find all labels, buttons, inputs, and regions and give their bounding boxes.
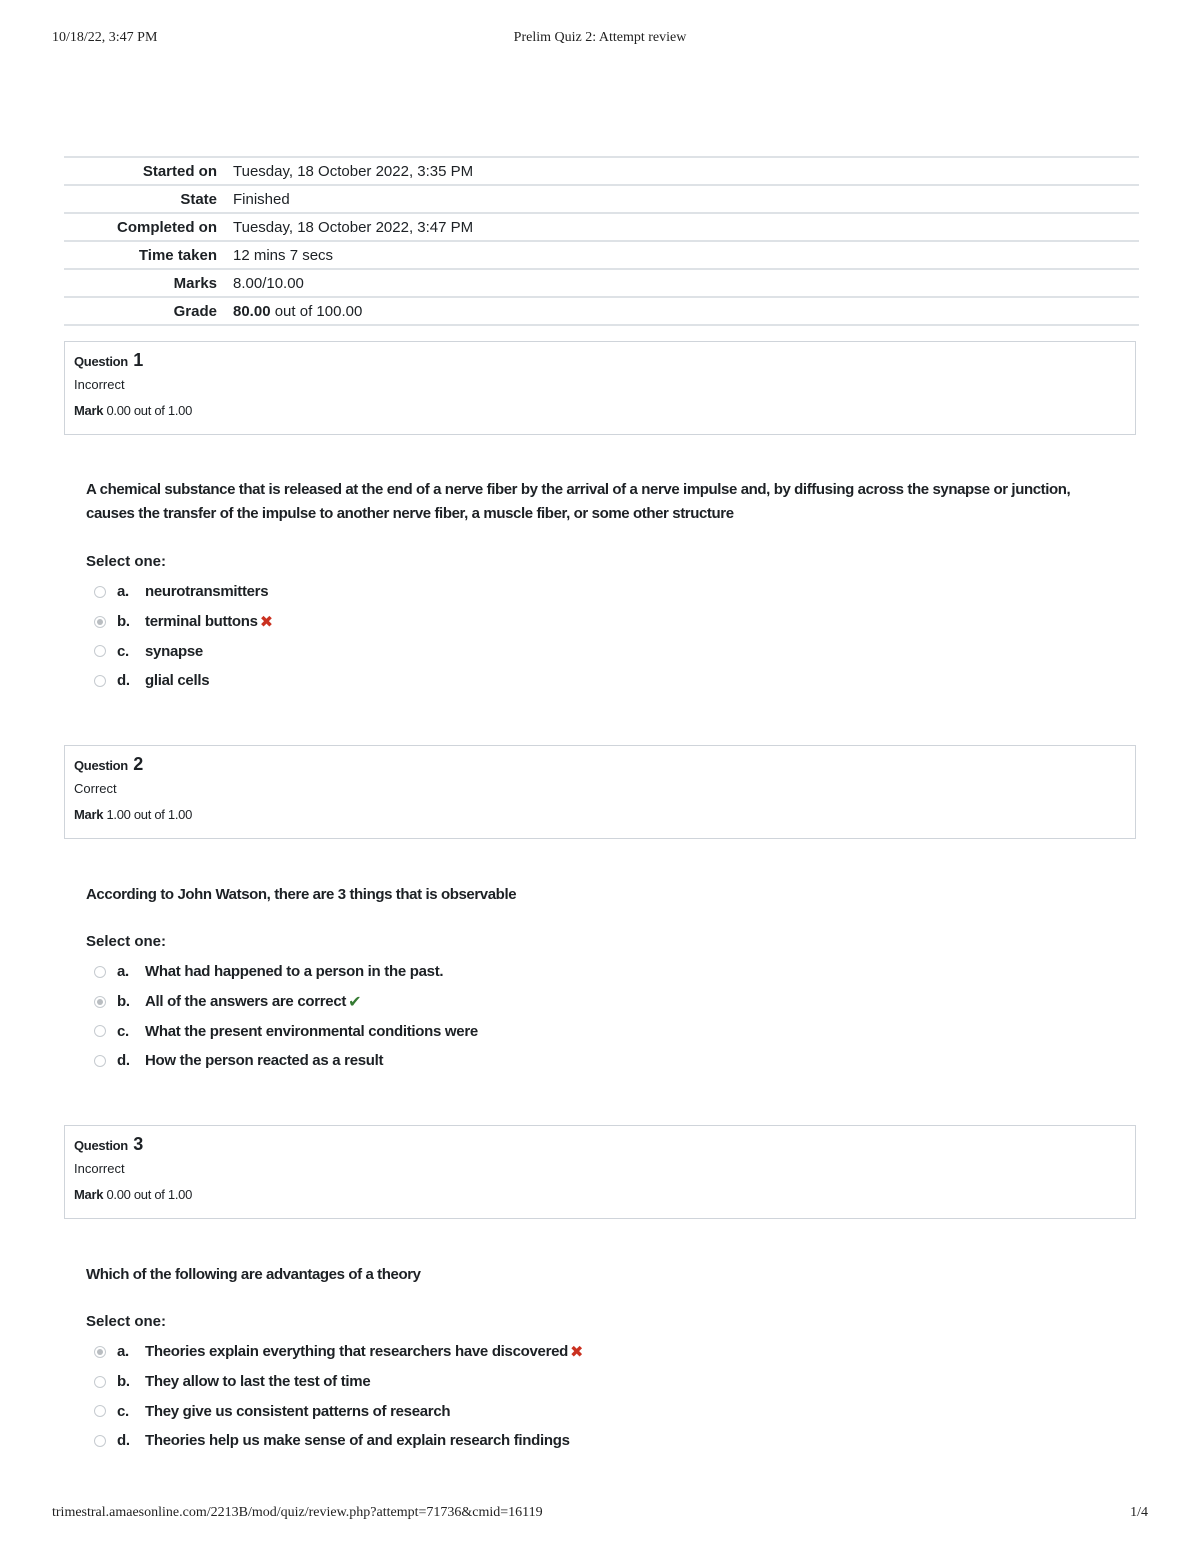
answer-text: What the present environmental conditions were — [145, 1022, 478, 1040]
select-one-prompt: Select one: — [86, 553, 167, 570]
summary-row-completed — [64, 213, 1139, 241]
check-icon: ✔ — [348, 993, 362, 1011]
grade-score: 80.00 — [233, 302, 271, 320]
summary-label: Grade — [173, 302, 217, 320]
answer-text: What had happened to a person in the past. — [145, 963, 444, 981]
answer-text: How the person reacted as a result — [145, 1052, 384, 1070]
answer-list-2 — [94, 957, 994, 1076]
mark-value: 0.00 out of 1.00 — [106, 1187, 193, 1202]
answer-option[interactable] — [94, 577, 994, 607]
answer-option-selected[interactable] — [94, 607, 994, 637]
summary-value: Finished — [233, 190, 290, 208]
question-info-1 — [64, 341, 1136, 435]
answer-letter: a. — [117, 1343, 129, 1361]
radio-button[interactable] — [94, 1376, 106, 1388]
radio-button-checked[interactable] — [94, 996, 106, 1008]
question-number — [74, 350, 1126, 372]
summary-row-grade — [64, 297, 1139, 325]
radio-button-checked[interactable] — [94, 616, 106, 628]
mark-label: Mark — [74, 403, 104, 418]
radio-button[interactable] — [94, 586, 106, 598]
print-footer — [52, 1505, 1148, 1525]
answer-letter: b. — [117, 1373, 130, 1391]
summary-label: Time taken — [138, 246, 217, 264]
times-icon: ✖ — [570, 1343, 584, 1361]
summary-row-marks — [64, 269, 1139, 297]
answer-text: They allow to last the test of time — [145, 1373, 371, 1391]
print-title: Prelim Quiz 2: Attempt review — [513, 30, 687, 45]
mark-label: Mark — [74, 807, 104, 822]
answer-text: They give us consistent patterns of research — [145, 1402, 451, 1420]
radio-button[interactable] — [94, 1435, 106, 1447]
answer-option[interactable] — [94, 957, 994, 987]
answer-letter: a. — [117, 583, 129, 601]
question-state: Correct — [74, 781, 117, 796]
summary-label: Completed on — [117, 218, 217, 236]
summary-row-started — [64, 157, 1139, 185]
answer-option[interactable] — [94, 1367, 994, 1397]
select-one-prompt: Select one: — [86, 933, 167, 950]
summary-value: Tuesday, 18 October 2022, 3:47 PM — [233, 218, 474, 236]
summary-label: Marks — [173, 274, 217, 292]
answer-option-selected[interactable] — [94, 987, 994, 1017]
question-info-2 — [64, 745, 1136, 839]
question-text-3: Which of the following are advantages of a theory — [86, 1266, 421, 1283]
answer-letter: b. — [117, 993, 130, 1011]
radio-button[interactable] — [94, 1405, 106, 1417]
answer-letter: d. — [117, 672, 130, 690]
answer-letter: c. — [117, 1402, 129, 1420]
summary-value — [225, 297, 1139, 325]
answer-option[interactable] — [94, 666, 994, 696]
answer-letter: c. — [117, 642, 129, 660]
question-mark — [74, 398, 1126, 424]
question-number-value: 2 — [133, 754, 143, 774]
summary-row-time-taken — [64, 241, 1139, 269]
answer-text: Theories explain everything that researchers have discovered — [145, 1343, 569, 1361]
summary-value: 12 mins 7 secs — [233, 246, 334, 264]
page-number: 1/4 — [1130, 1505, 1148, 1520]
mark-value: 1.00 out of 1.00 — [106, 807, 193, 822]
radio-button[interactable] — [94, 675, 106, 687]
question-label: Question — [74, 354, 128, 369]
answer-option[interactable] — [94, 1046, 994, 1076]
summary-value: 8.00/10.00 — [233, 274, 304, 292]
question-mark — [74, 802, 1126, 828]
question-label: Question — [74, 758, 128, 773]
answer-text: terminal buttons — [145, 613, 258, 631]
question-number-value: 1 — [133, 350, 143, 370]
question-state: Incorrect — [74, 377, 125, 392]
answer-text: Theories help us make sense of and explain research findings — [145, 1432, 570, 1450]
answer-letter: b. — [117, 613, 130, 631]
radio-button-checked[interactable] — [94, 1346, 106, 1358]
answer-option[interactable] — [94, 1016, 994, 1046]
radio-button[interactable] — [94, 966, 106, 978]
answer-text: synapse — [145, 642, 203, 660]
question-state: Incorrect — [74, 1161, 125, 1176]
attempt-summary-table — [64, 156, 1139, 326]
answer-list-1 — [94, 577, 994, 696]
answer-letter: d. — [117, 1052, 130, 1070]
mark-label: Mark — [74, 1187, 104, 1202]
radio-button[interactable] — [94, 1025, 106, 1037]
grade-suffix: out of 100.00 — [274, 302, 363, 320]
question-label: Question — [74, 1138, 128, 1153]
answer-option[interactable] — [94, 636, 994, 666]
summary-row-state — [64, 185, 1139, 213]
summary-value: Tuesday, 18 October 2022, 3:35 PM — [233, 162, 474, 180]
question-text-1: A chemical substance that is released at the end of a nerve fiber by the arrival of a nerve impulse and, by diffusing across the synapse or junction, causes the transfer of the impulse to another nerve fiber, a muscle fiber, or some other structure — [86, 481, 1071, 522]
question-mark — [74, 1182, 1126, 1208]
print-datetime: 10/18/22, 3:47 PM — [52, 30, 158, 45]
answer-letter: a. — [117, 963, 129, 981]
radio-button[interactable] — [94, 645, 106, 657]
question-number-value: 3 — [133, 1134, 143, 1154]
answer-option-selected[interactable] — [94, 1337, 994, 1367]
answer-text: glial cells — [145, 672, 210, 690]
question-info-3 — [64, 1125, 1136, 1219]
question-number — [74, 754, 1126, 776]
answer-text: neurotransmitters — [145, 583, 269, 601]
answer-letter: c. — [117, 1022, 129, 1040]
answer-option[interactable] — [94, 1426, 994, 1456]
mark-value: 0.00 out of 1.00 — [106, 403, 193, 418]
select-one-prompt: Select one: — [86, 1313, 167, 1330]
summary-label: Started on — [142, 162, 217, 180]
question-number — [74, 1134, 1126, 1156]
answer-list-3 — [94, 1337, 994, 1456]
radio-button[interactable] — [94, 1055, 106, 1067]
print-url: trimestral.amaesonline.com/2213B/mod/quiz/review.php?attempt=71736&cmid=16119 — [52, 1505, 543, 1520]
answer-letter: d. — [117, 1432, 130, 1450]
summary-label: State — [180, 190, 217, 208]
print-header — [52, 30, 1148, 50]
answer-text: All of the answers are correct — [145, 993, 347, 1011]
question-text-2: According to John Watson, there are 3 things that is observable — [86, 886, 517, 903]
times-icon: ✖ — [259, 613, 273, 631]
answer-option[interactable] — [94, 1396, 994, 1426]
